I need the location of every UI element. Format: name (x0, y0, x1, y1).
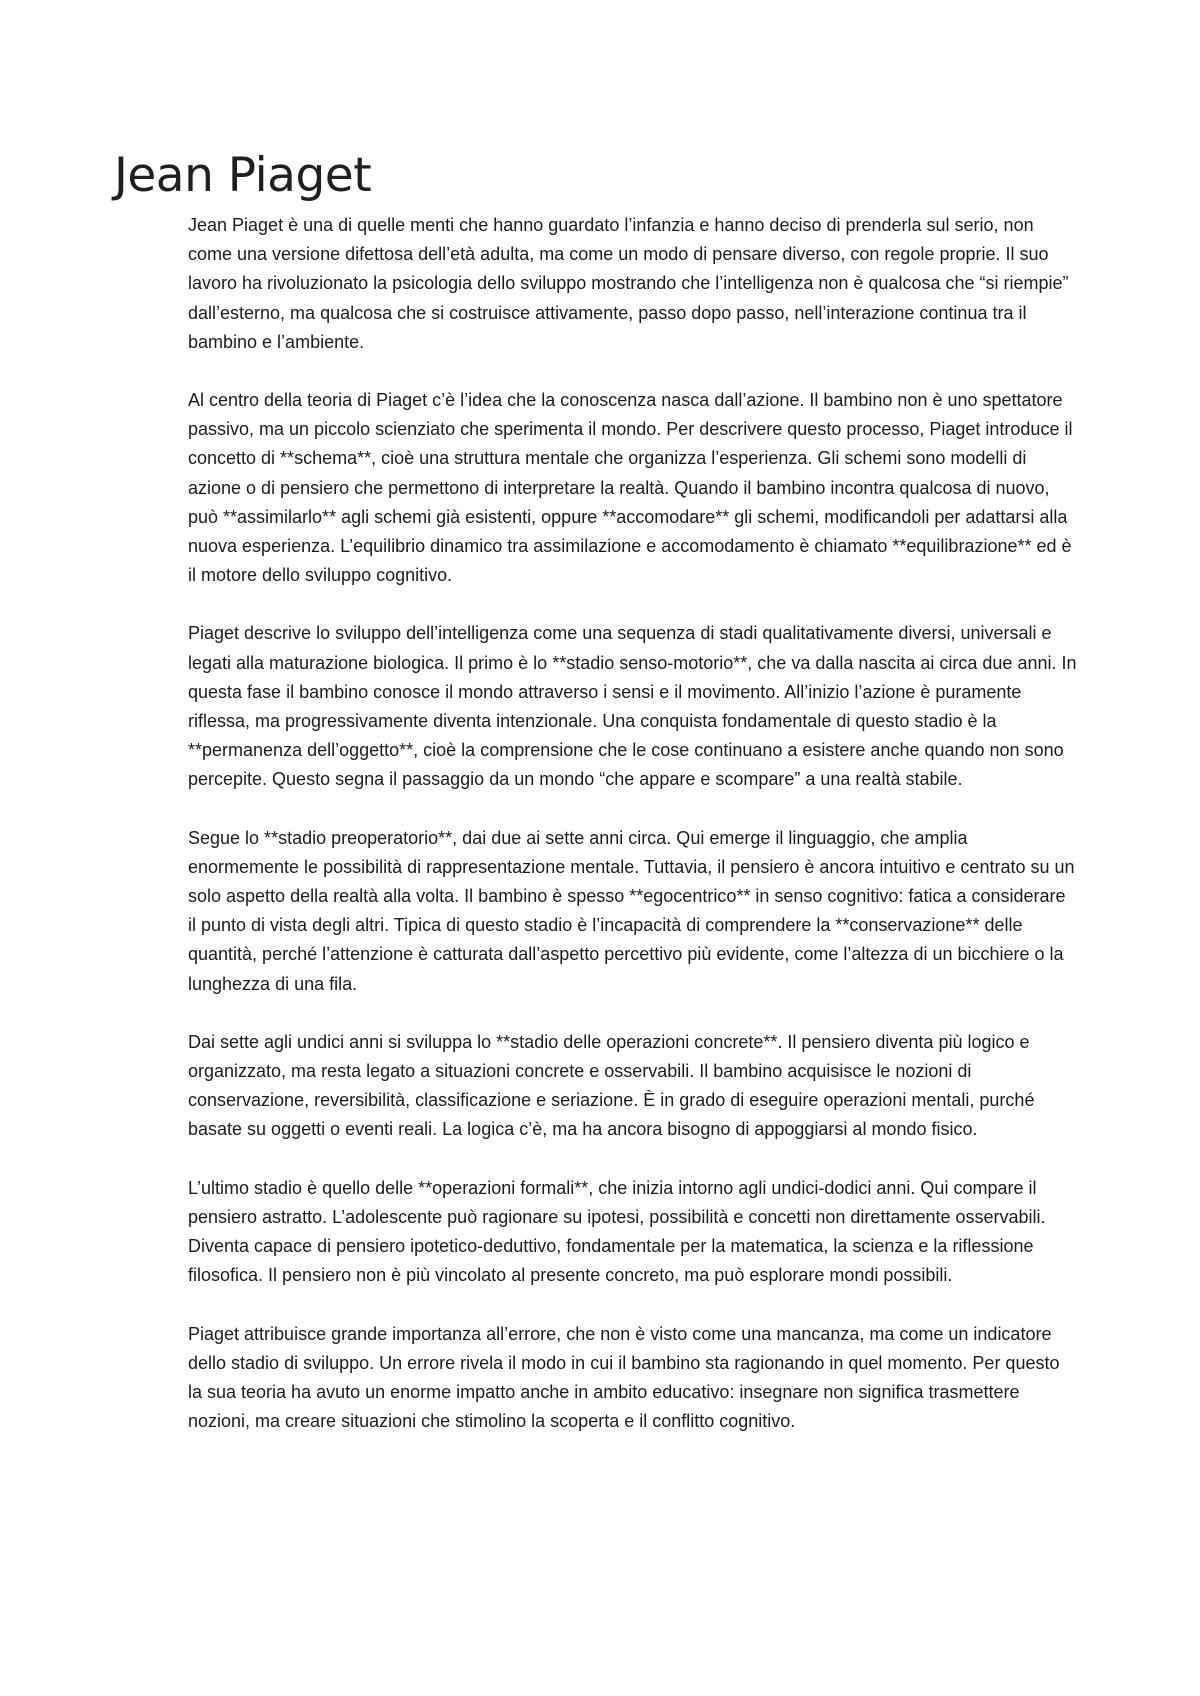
paragraph-7: Piaget attribuisce grande importanza all’errore, che non è visto come una mancanza, ma come un indicatore dello stadio di sviluppo. Un errore rivela il modo in cui il bambino sta ragionando in quel momento. Per questo la sua teoria ha avuto un enorme impatto anche in ambito educativo: insegnare non significa trasmettere nozioni, ma creare situazioni che stimolino la scoperta e il conflitto cognitivo. (188, 1323, 1060, 1432)
paragraph-4: Segue lo **stadio preoperatorio**, dai due ai sette anni circa. Qui emerge il linguaggio, che amplia enormemente le possibilità di rappresentazione mentale. Tuttavia, il pensiero è ancora intuitivo e centrato su un solo aspetto della realtà alla volta. Il bambino è spesso **egocentrico** in senso cognitivo: fatica a considerare il punto di vista degli altri. Tipica di questo stadio è l’incapacità di comprendere la **conservazione** delle quantità, perché l’attenzione è catturata dall’aspetto percettivo più evidente, come l’altezza di un bicchiere o la lunghezza di una fila. (188, 827, 1075, 994)
paragraph-5: Dai sette agli undici anni si sviluppa lo **stadio delle operazioni concrete**. Il pensiero diventa più logico e organizzato, ma resta legato a situazioni concrete e osservabili. Il bambino acquisisce le nozioni di conservazione, reversibilità, classificazione e seriazione. È in grado di eseguire operazioni mentali, purché basate su oggetti o eventi reali. La logica c’è, ma ha ancora bisogno di appoggiarsi al mondo fisico. (188, 1031, 1035, 1140)
paragraph-1: Jean Piaget è una di quelle menti che hanno guardato l’infanzia e hanno deciso di prenderla sul serio, non come una versione difettosa dell’età adulta, ma come un modo di pensare diverso, con regole proprie. Il suo lavoro ha rivoluzionato la psicologia dello sviluppo mostrando che l’intelligenza non è qualcosa che “si riempie” dall’esterno, ma qualcosa che si costruisce attivamente, passo dopo passo, nell’interazione continua tra il bambino e l’ambiente. (188, 215, 1069, 352)
document-title: Jean Piaget (114, 148, 372, 203)
paragraph-2: Al centro della teoria di Piaget c’è l’idea che la conoscenza nasca dall’azione. Il bambino non è uno spettatore passivo, ma un piccolo scienziato che sperimenta il mondo. Per descrivere questo processo, Piaget introduce il concetto di **schema**, cioè una struttura mentale che organizza l’esperienza. Gli schemi sono modelli di azione o di pensiero che permettono di interpretare la realtà. Quando il bambino incontra qualcosa di nuovo, può **assimilarlo** agli schemi già esistenti, oppure **accomodare** gli schemi, modificandoli per adattarsi alla nuova esperienza. L’equilibrio dinamico tra assimilazione e accomodamento è chiamato **equilibrazione** ed è il motore dello sviluppo cognitivo. (188, 390, 1073, 586)
paragraph-6: L’ultimo stadio è quello delle **operazioni formali**, che inizia intorno agli undici-dodici anni. Qui compare il pensiero astratto. L’adolescente può ragionare su ipotesi, possibilità e concetti non direttamente osservabili. Diventa capace di pensiero ipotetico-deduttivo, fondamentale per la matematica, la scienza e la riflessione filosofica. Il pensiero non è più vincolato al presente concreto, ma può esplorare mondi possibili. (188, 1177, 1046, 1286)
document-body (188, 211, 1078, 1465)
paragraph-3: Piaget descrive lo sviluppo dell’intelligenza come una sequenza di stadi qualitativamente diversi, universali e legati alla maturazione biologica. Il primo è lo **stadio senso-motorio**, che va dalla nascita ai circa due anni. In questa fase il bambino conosce il mondo attraverso i sensi e il movimento. All’inizio l’azione è puramente riflessa, ma progressivamente diventa intenzionale. Una conquista fondamentale di questo stadio è la **permanenza dell’oggetto**, cioè la comprensione che le cose continuano a esistere anche quando non sono percepite. Questo segna il passaggio da un mondo “che appare e scompare” a una realtà stabile. (188, 623, 1077, 790)
